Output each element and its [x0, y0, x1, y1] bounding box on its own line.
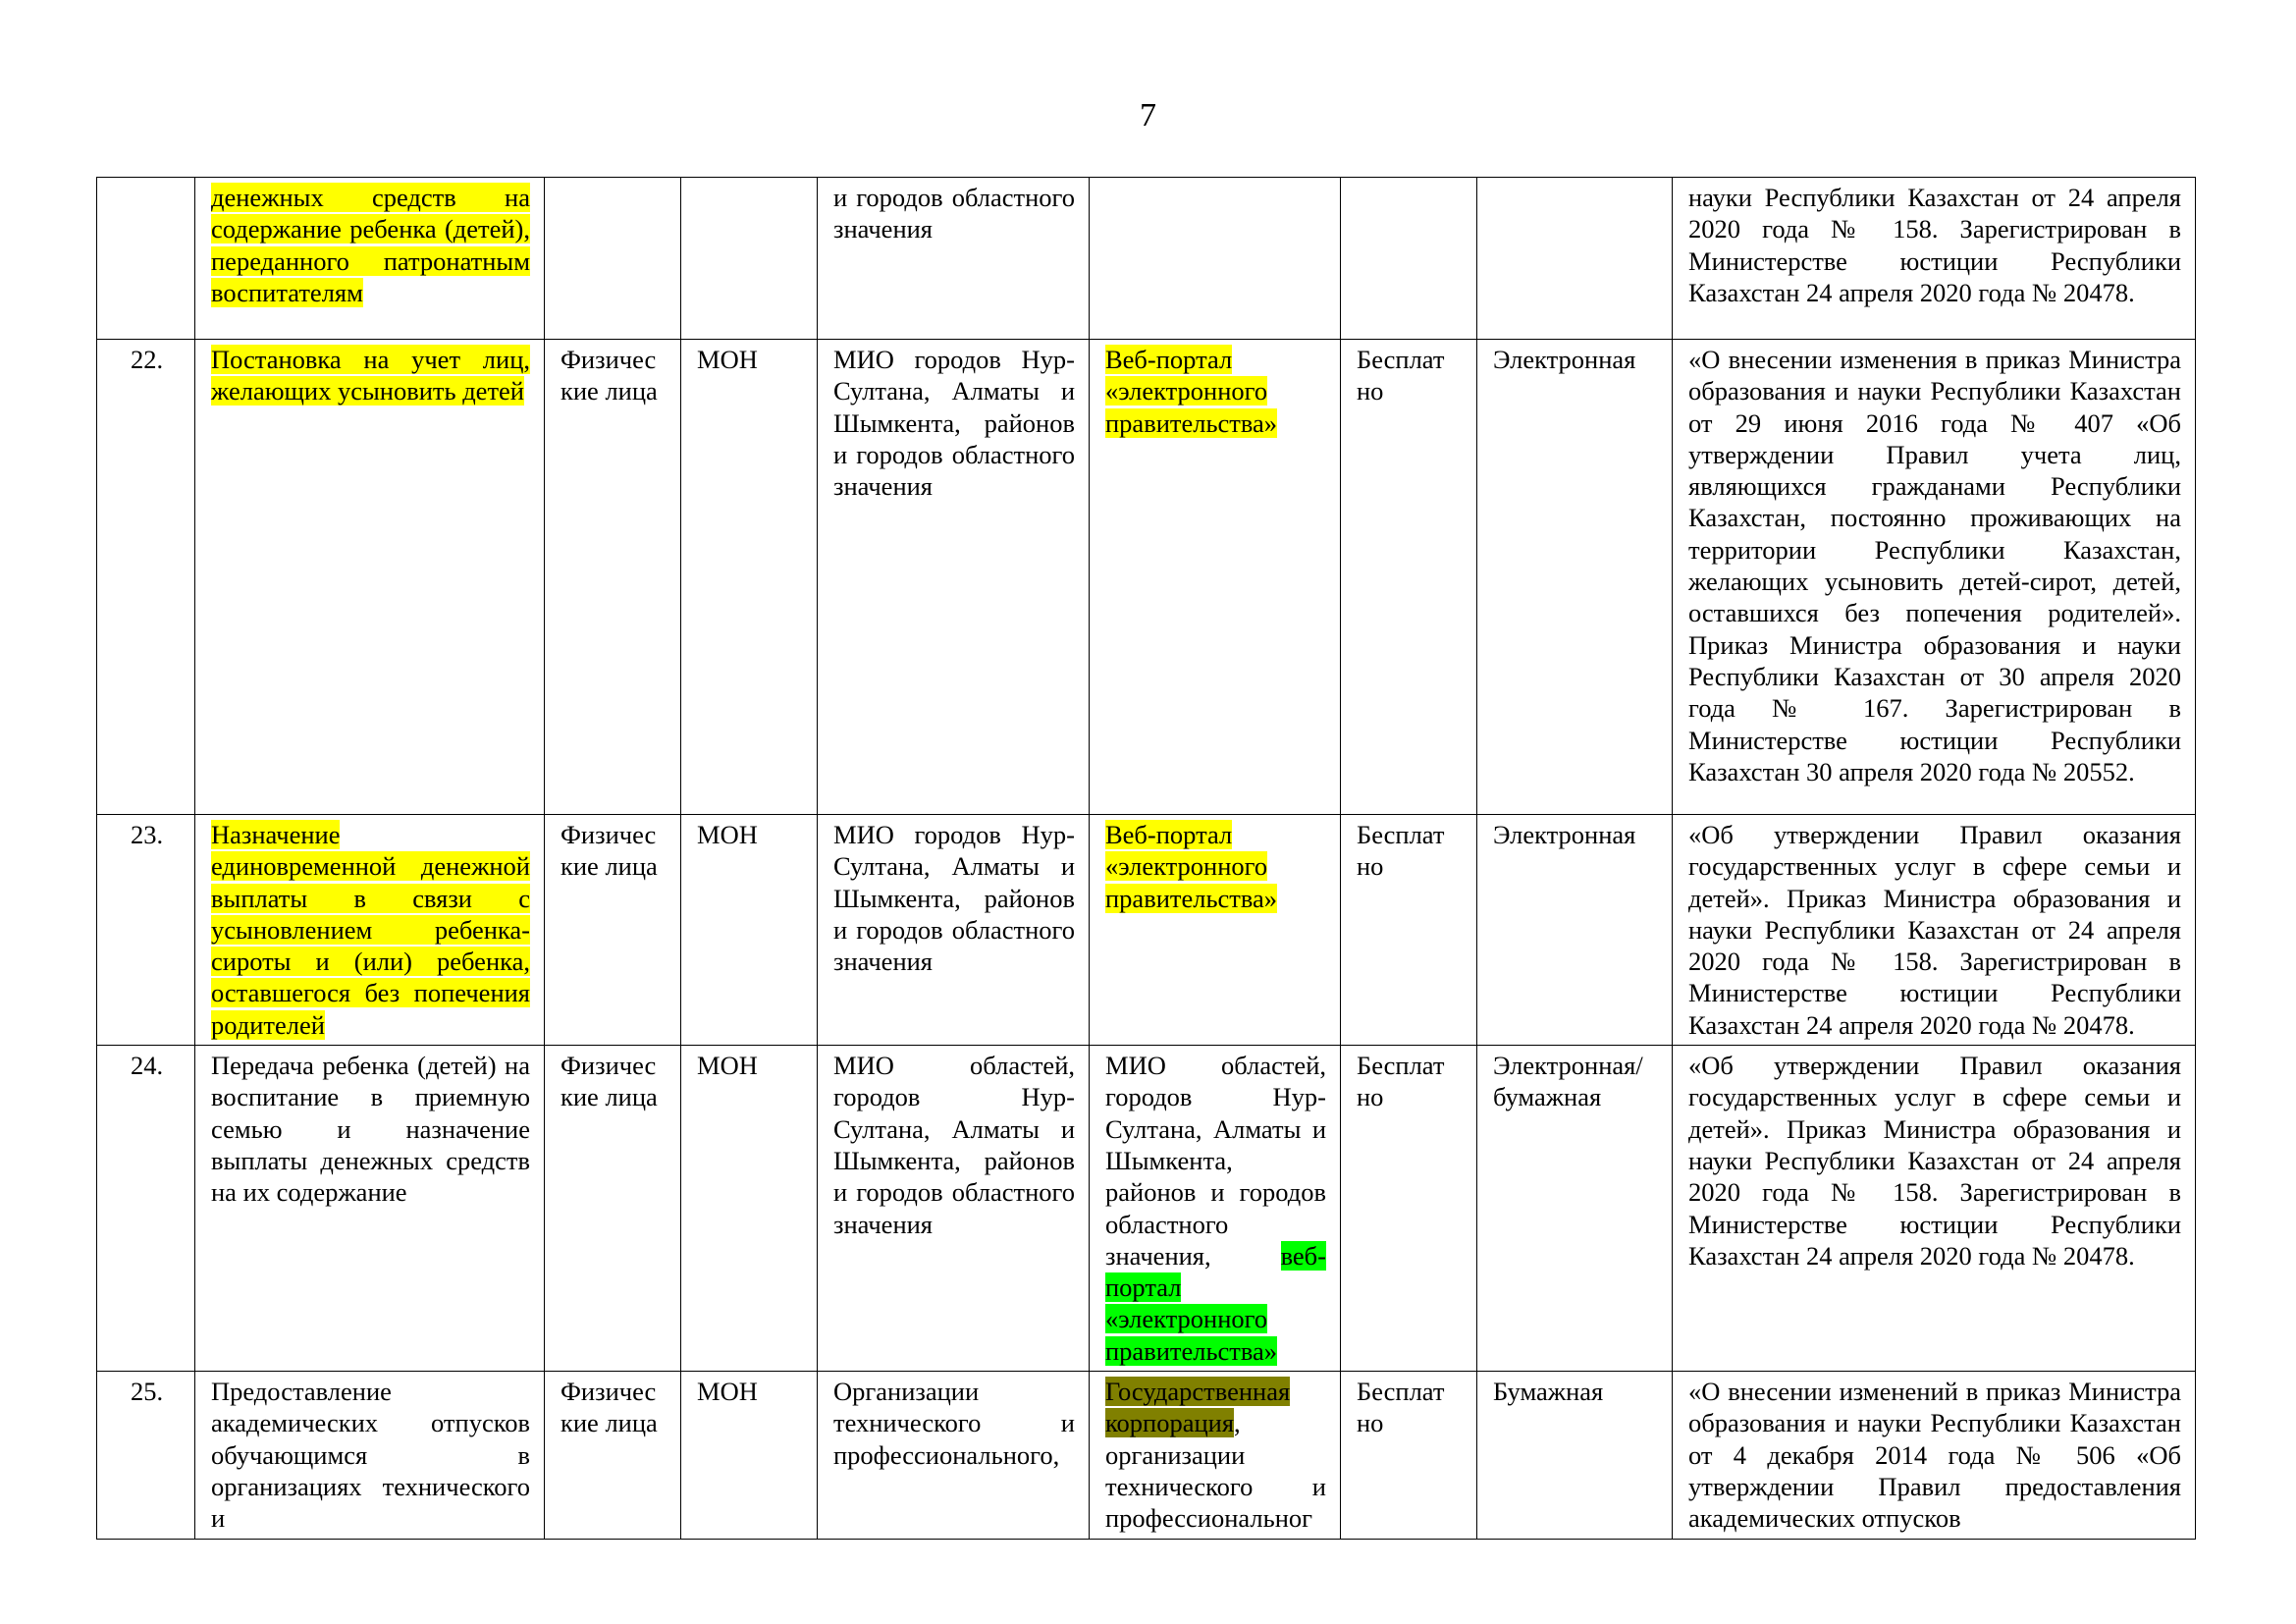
- row-number: 23.: [97, 815, 195, 1046]
- service-channel: [1090, 1046, 1341, 1372]
- service-recipients: Физичес кие лица: [545, 340, 681, 815]
- service-recipients: Физичес кие лица: [545, 1372, 681, 1539]
- service-cost: Бесплат но: [1341, 1046, 1477, 1372]
- service-name: Передача ребенка (детей) на воспитание в приемную семью и назначение выплаты денежных средств на их содержание: [195, 1046, 545, 1372]
- service-cost: Бесплат но: [1341, 815, 1477, 1046]
- services-table: [96, 177, 2196, 1540]
- service-agency: МОН: [681, 815, 818, 1046]
- service-channel: [1090, 1372, 1341, 1539]
- service-form: [1477, 178, 1673, 340]
- service-agency: МОН: [681, 1046, 818, 1372]
- service-form: Электронная: [1477, 815, 1673, 1046]
- service-name: [195, 340, 545, 815]
- highlighted-text: Веб-портал «электронного правительства»: [1105, 345, 1278, 438]
- highlighted-text: Назначение единовременной денежной выплаты в связи с усыновлением ребенка-сироты и (или) ребенка, оставшегося без попечения родителей: [211, 820, 530, 1040]
- table-row: [97, 815, 2196, 1046]
- legal-basis: «Об утверждении Правил оказания государственных услуг в сфере семьи и детей». Приказ Министра образования и науки Республики Казахстан от 24 апреля 2020 года № 158. Зарегистрирован в Министерстве юстиции Республики Казахстан 24 апреля 2020 года № 20478.: [1673, 1046, 2196, 1372]
- highlighted-text: Веб-портал «электронного правительства»: [1105, 820, 1278, 913]
- legal-basis: «Об утверждении Правил оказания государственных услуг в сфере семьи и детей». Приказ Министра образования и науки Республики Казахстан от 24 апреля 2020 года № 158. Зарегистрирован в Министерстве юстиции Республики Казахстан 24 апреля 2020 года № 20478.: [1673, 815, 2196, 1046]
- row-number: 24.: [97, 1046, 195, 1372]
- service-name: [195, 815, 545, 1046]
- service-cost: [1341, 178, 1477, 340]
- service-provider: и городов областного значения: [818, 178, 1090, 340]
- service-form: Электронная: [1477, 340, 1673, 815]
- service-form: Электронная/ бумажная: [1477, 1046, 1673, 1372]
- service-cost: Бесплат но: [1341, 340, 1477, 815]
- service-recipients: Физичес кие лица: [545, 1046, 681, 1372]
- highlighted-text: веб-портал «электронного правительства»: [1105, 1240, 1326, 1366]
- highlighted-text: Государственная корпорация: [1105, 1377, 1291, 1438]
- legal-basis: «О внесении изменения в приказ Министра образования и науки Республики Казахстан от 29 июня 2016 года № 407 «Об утверждении Правил учета лиц, являющихся гражданами Республики Казахстан, постоянно проживающих на территории Республики Казахстан, желающих усыновить детей-сирот, детей, оставшихся без попечения родителей». Приказ Министра образования и науки Республики Казахстан от 30 апреля 2020 года № 167. Зарегистрирован в Министерстве юстиции Республики Казахстан 30 апреля 2020 года № 20552.: [1673, 340, 2196, 815]
- row-number: 25.: [97, 1372, 195, 1539]
- service-agency: МОН: [681, 1372, 818, 1539]
- highlighted-text: денежных средств на содержание ребенка (детей), переданного патронатным воспитателям: [211, 183, 530, 307]
- service-provider: Организации технического и профессионального,: [818, 1372, 1090, 1539]
- service-provider: МИО областей, городов Нур-Султана, Алматы и Шымкента, районов и городов областного значения: [818, 1046, 1090, 1372]
- service-channel: [1090, 340, 1341, 815]
- legal-basis: науки Республики Казахстан от 24 апреля 2020 года № 158. Зарегистрирован в Министерстве юстиции Республики Казахстан 24 апреля 2020 года № 20478.: [1673, 178, 2196, 340]
- service-cost: Бесплат но: [1341, 1372, 1477, 1539]
- table-row: [97, 340, 2196, 815]
- legal-basis: «О внесении изменений в приказ Министра образования и науки Республики Казахстан от 4 декабря 2014 года № 506 «Об утверждении Правил предоставления академических отпусков: [1673, 1372, 2196, 1539]
- service-agency: МОН: [681, 340, 818, 815]
- service-recipients: Физичес кие лица: [545, 815, 681, 1046]
- service-channel: [1090, 178, 1341, 340]
- service-channel: [1090, 815, 1341, 1046]
- row-number: [97, 178, 195, 340]
- service-provider: МИО городов Нур-Султана, Алматы и Шымкента, районов и городов областного значения: [818, 340, 1090, 815]
- service-name: [195, 178, 545, 340]
- table-row: [97, 178, 2196, 340]
- highlighted-text: Постановка на учет лиц, желающих усыновить детей: [211, 345, 530, 406]
- page-number: 7: [1140, 97, 1156, 134]
- service-agency: [681, 178, 818, 340]
- service-name: Предоставление академических отпусков обучающимся в организациях технического и: [195, 1372, 545, 1539]
- channel-text: МИО областей, городов Нур-Султана, Алматы и Шымкента, районов и городов областного значения,: [1105, 1051, 1326, 1271]
- service-provider: МИО городов Нур-Султана, Алматы и Шымкента, районов и городов областного значения: [818, 815, 1090, 1046]
- table-row: [97, 1372, 2196, 1539]
- service-recipients: [545, 178, 681, 340]
- channel-text: , организации технического и профессиональног: [1105, 1408, 1326, 1534]
- row-number: 22.: [97, 340, 195, 815]
- table-row: [97, 1046, 2196, 1372]
- service-form: Бумажная: [1477, 1372, 1673, 1539]
